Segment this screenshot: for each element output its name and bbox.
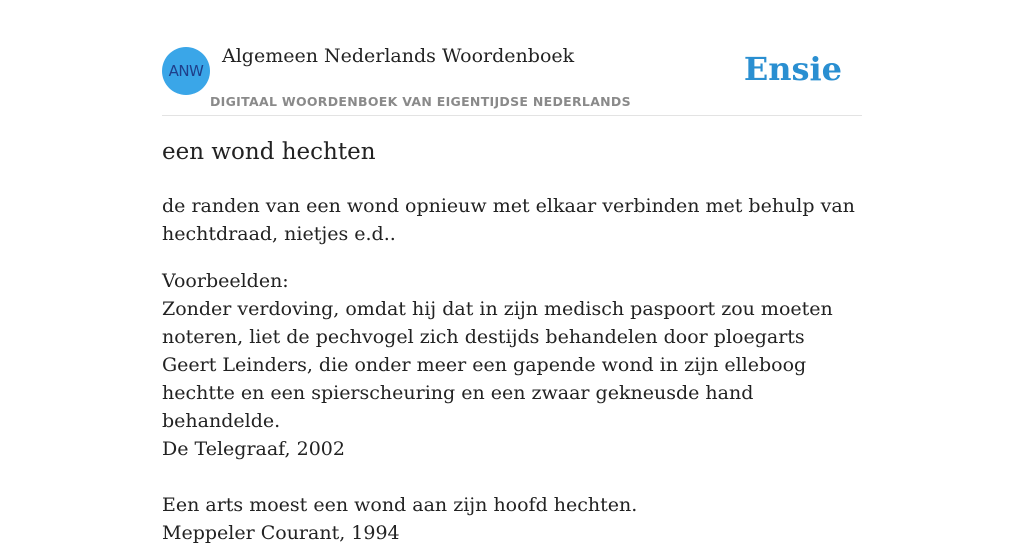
example-source: Meppeler Courant, 1994 bbox=[162, 522, 400, 544]
site-header bbox=[162, 0, 862, 116]
entry-title: een wond hechten bbox=[162, 139, 376, 165]
entry-definition: de randen van een wond opnieuw met elkaar verbinden met behulp van hechtdraad, nietjes e.d.. bbox=[162, 195, 855, 245]
site-title[interactable]: Algemeen Nederlands Woordenboek bbox=[222, 45, 575, 67]
site-subtitle: DIGITAAL WOORDENBOEK VAN EIGENTIJDSE NEDERLANDS bbox=[210, 94, 631, 109]
example-text: Zonder verdoving, omdat hij dat in zijn medisch paspoort zou moeten noteren, liet de pechvogel zich destijds behandelen door ploegarts Geert Leinders, die onder meer een gapende wond in zijn elleboog hechtte en een spierscheuring en een zwaar gekneusde hand behandelde. bbox=[162, 298, 833, 432]
example-source: De Telegraaf, 2002 bbox=[162, 438, 345, 460]
ensie-brand-link[interactable]: Ensie bbox=[743, 50, 842, 88]
logo-text: ANW bbox=[168, 62, 204, 80]
examples-section bbox=[162, 267, 862, 547]
example-spacer bbox=[162, 463, 862, 491]
example-text: Een arts moest een wond aan zijn hoofd hechten. bbox=[162, 494, 638, 516]
page bbox=[162, 0, 862, 544]
anw-logo[interactable] bbox=[162, 47, 210, 95]
examples-heading: Voorbeelden: bbox=[162, 270, 289, 292]
